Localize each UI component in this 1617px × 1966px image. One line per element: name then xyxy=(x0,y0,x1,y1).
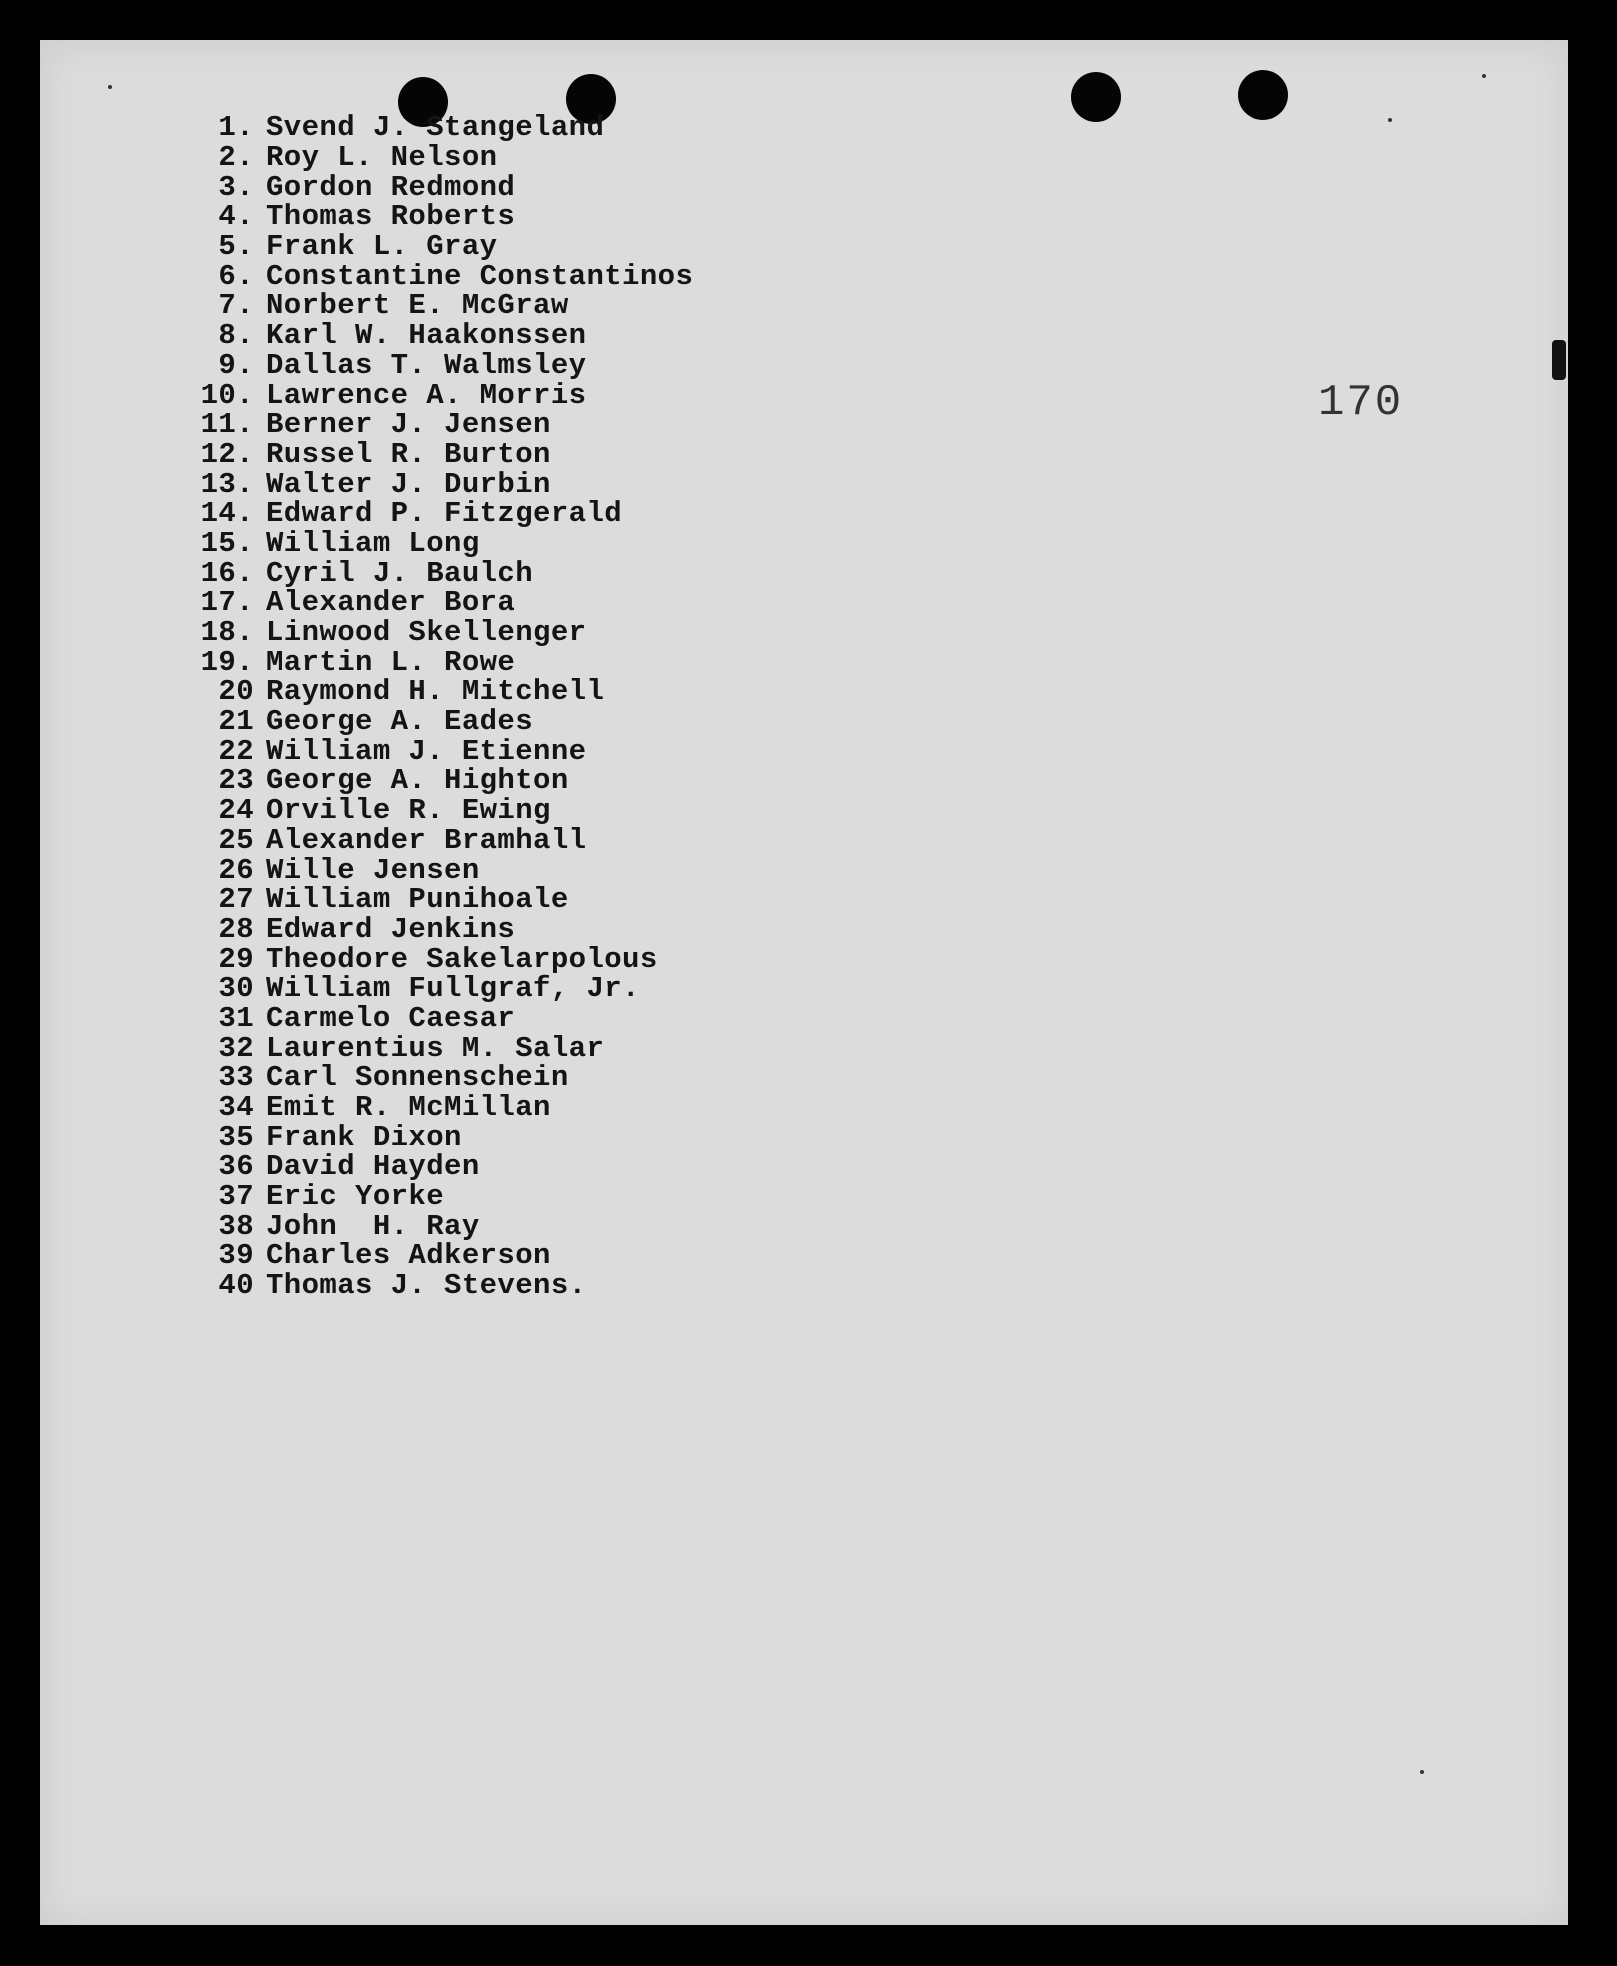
roster-row xyxy=(188,291,693,321)
roster-row xyxy=(188,766,693,796)
roster-name: Thomas J. Stevens. xyxy=(266,1269,587,1303)
roster-name: Linwood Skellenger xyxy=(266,616,587,650)
roster-name: Cyril J. Baulch xyxy=(266,556,534,590)
roster-row xyxy=(188,202,693,232)
roster-row xyxy=(188,588,693,618)
roster-row xyxy=(188,796,693,826)
roster-number: 23 xyxy=(218,764,254,798)
roster-row xyxy=(188,380,693,410)
paper-edge-mark xyxy=(1552,340,1566,380)
roster-row xyxy=(188,912,693,946)
roster-row xyxy=(188,707,693,737)
roster-number: 13. xyxy=(200,467,254,501)
roster-name: Frank L. Gray xyxy=(266,230,498,264)
roster-row xyxy=(188,261,693,291)
roster-number: 39 xyxy=(218,1239,254,1273)
punch-hole xyxy=(1238,70,1288,120)
roster-name: George A. Eades xyxy=(266,705,534,739)
roster-number: 14. xyxy=(200,497,254,531)
roster-row xyxy=(188,1093,693,1123)
roster-row xyxy=(188,1182,693,1212)
roster-number: 36 xyxy=(218,1150,254,1184)
roster-number: 2. xyxy=(218,141,254,175)
roster-row xyxy=(188,736,693,766)
roster-name: Carmelo Caesar xyxy=(266,1001,516,1035)
roster-row xyxy=(188,1271,693,1301)
paper-speck xyxy=(1482,74,1486,78)
roster-row xyxy=(188,113,693,143)
roster-number: 22 xyxy=(218,734,254,768)
roster-name: George A. Highton xyxy=(266,764,569,798)
roster-name: Laurentius M. Salar xyxy=(266,1031,605,1065)
roster-number: 4. xyxy=(218,200,254,234)
roster-name: Martin L. Rowe xyxy=(266,645,516,679)
roster-name: Edward Jenkins xyxy=(266,912,516,946)
roster-number: 38 xyxy=(218,1209,254,1243)
roster-row xyxy=(188,410,693,440)
roster-row xyxy=(188,469,693,499)
roster-name: Dallas T. Walmsley xyxy=(266,348,587,382)
roster-name: Eric Yorke xyxy=(266,1180,445,1214)
roster-name: Karl W. Haakonssen xyxy=(266,319,587,353)
roster-row xyxy=(188,143,693,173)
paper-speck xyxy=(1388,118,1392,122)
roster-number: 16. xyxy=(200,556,254,590)
roster-number: 24 xyxy=(218,794,254,828)
roster-number: 37 xyxy=(218,1180,254,1214)
roster-name: Edward P. Fitzgerald xyxy=(266,497,623,531)
roster-row xyxy=(188,823,693,857)
roster-row xyxy=(188,1211,693,1241)
roster-number: 26 xyxy=(218,853,254,887)
roster-name: Berner J. Jensen xyxy=(266,408,551,442)
roster-name: Charles Adkerson xyxy=(266,1239,551,1273)
roster-name: Wille Jensen xyxy=(266,853,480,887)
roster-name: Orville R. Ewing xyxy=(266,794,551,828)
roster-number: 21 xyxy=(218,705,254,739)
roster-row xyxy=(188,944,693,974)
roster-row xyxy=(188,437,693,471)
roster-row xyxy=(188,885,693,915)
roster-row xyxy=(188,618,693,648)
roster-number: 34 xyxy=(218,1091,254,1125)
roster-number: 12. xyxy=(200,437,254,471)
roster-number: 20 xyxy=(218,675,254,709)
roster-row xyxy=(188,647,693,677)
roster-name: David Hayden xyxy=(266,1150,480,1184)
roster-number: 5. xyxy=(218,230,254,264)
roster-row xyxy=(188,172,693,202)
roster-number: 32 xyxy=(218,1031,254,1065)
roster-name: Alexander Bora xyxy=(266,586,516,620)
roster-number: 6. xyxy=(218,259,254,293)
roster-number: 15. xyxy=(200,526,254,560)
roster-row xyxy=(188,1001,693,1035)
roster-name: William J. Etienne xyxy=(266,734,587,768)
roster-number: 11. xyxy=(200,408,254,442)
roster-row xyxy=(188,348,693,382)
roster-number: 40 xyxy=(218,1269,254,1303)
roster-name: Norbert E. McGraw xyxy=(266,289,569,323)
roster-name: Theodore Sakelarpolous xyxy=(266,942,658,976)
name-roster xyxy=(188,113,693,1301)
roster-number: 28 xyxy=(218,912,254,946)
roster-number: 33 xyxy=(218,1061,254,1095)
roster-row xyxy=(188,558,693,588)
roster-number: 29 xyxy=(218,942,254,976)
roster-number: 25 xyxy=(218,823,254,857)
roster-row xyxy=(188,677,693,707)
punch-hole xyxy=(1071,72,1121,122)
roster-name: Lawrence A. Morris xyxy=(266,378,587,412)
roster-name: Russel R. Burton xyxy=(266,437,551,471)
paper-speck xyxy=(1420,1770,1424,1774)
roster-number: 35 xyxy=(218,1120,254,1154)
roster-number: 27 xyxy=(218,883,254,917)
roster-number: 17. xyxy=(200,586,254,620)
roster-number: 30 xyxy=(218,972,254,1006)
roster-number: 7. xyxy=(218,289,254,323)
roster-row xyxy=(188,1152,693,1182)
roster-name: Raymond H. Mitchell xyxy=(266,675,605,709)
roster-name: John H. Ray xyxy=(266,1209,480,1243)
roster-name: Frank Dixon xyxy=(266,1120,462,1154)
roster-number: 10. xyxy=(200,378,254,412)
roster-row xyxy=(188,1033,693,1063)
roster-name: Thomas Roberts xyxy=(266,200,516,234)
roster-row xyxy=(188,526,693,560)
roster-row xyxy=(188,232,693,262)
roster-row xyxy=(188,855,693,885)
roster-row xyxy=(188,499,693,529)
roster-name: William Fullgraf, Jr. xyxy=(266,972,640,1006)
roster-number: 31 xyxy=(218,1001,254,1035)
roster-number: 3. xyxy=(218,170,254,204)
roster-name: Roy L. Nelson xyxy=(266,141,498,175)
roster-number: 9. xyxy=(218,348,254,382)
roster-name: Carl Sonnenschein xyxy=(266,1061,569,1095)
roster-name: Svend J. Stangeland xyxy=(266,111,605,145)
roster-number: 19. xyxy=(200,645,254,679)
roster-row xyxy=(188,1122,693,1152)
paper-speck xyxy=(108,85,112,89)
roster-row xyxy=(188,321,693,351)
roster-name: Emit R. McMillan xyxy=(266,1091,551,1125)
roster-name: William Long xyxy=(266,526,480,560)
roster-name: William Punihoale xyxy=(266,883,569,917)
page-number: 170 xyxy=(1318,378,1404,428)
roster-name: Alexander Bramhall xyxy=(266,823,587,857)
roster-row xyxy=(188,1241,693,1271)
roster-number: 1. xyxy=(218,111,254,145)
roster-row xyxy=(188,1063,693,1093)
roster-number: 8. xyxy=(218,319,254,353)
roster-name: Walter J. Durbin xyxy=(266,467,551,501)
roster-name: Gordon Redmond xyxy=(266,170,516,204)
roster-name: Constantine Constantinos xyxy=(266,259,694,293)
roster-number: 18. xyxy=(200,616,254,650)
roster-row xyxy=(188,974,693,1004)
